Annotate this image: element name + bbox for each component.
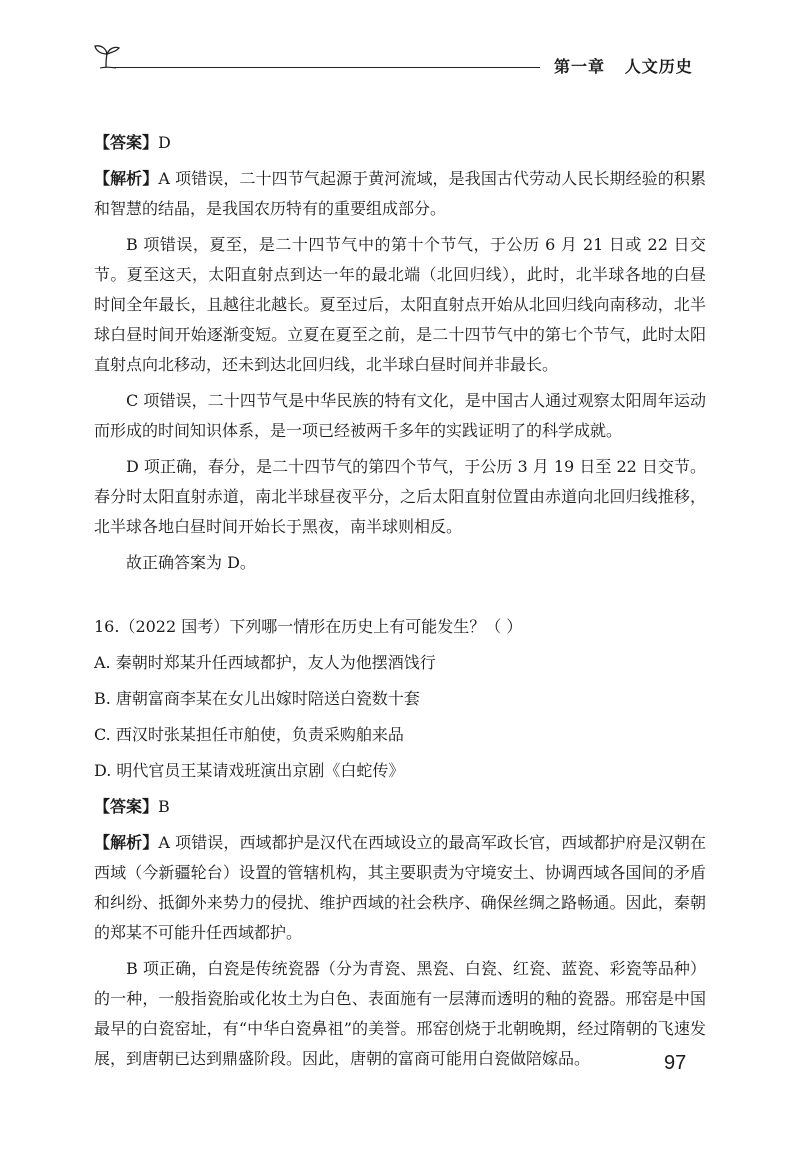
answer-line-2 xyxy=(94,792,706,822)
analysis-d-1: D 项正确，春分，是二十四节气的第四个节气，于公历 3 月 19 日至 22 日交节。春分时太阳直射赤道，南北半球昼夜平分，之后太阳直射位置由赤道向北回归线推移，北半球各地白昼时间开始长于黑夜，南半球则相反。 xyxy=(94,457,706,536)
question-option-b: B. 唐朝富商李某在女儿出嫁时陪送白瓷数十套 xyxy=(94,689,420,708)
running-header xyxy=(92,42,692,82)
answer-tag: 【答案】 xyxy=(94,133,159,152)
page-content xyxy=(94,128,706,1080)
answer-value: B xyxy=(158,797,170,816)
section-gap xyxy=(94,584,706,612)
analysis-tag: 【解析】 xyxy=(94,833,159,852)
analysis-a-1 xyxy=(94,164,706,224)
question-option-a: A. 秦朝时郑某升任西域都护，友人为他摆酒饯行 xyxy=(94,653,436,672)
question-option-c: C. 西汉时张某担任市舶使，负责采购舶来品 xyxy=(94,725,404,744)
conclusion-1: 故正确答案为 D。 xyxy=(126,553,256,572)
answer-tag: 【答案】 xyxy=(94,797,159,816)
analysis-tag: 【解析】 xyxy=(94,169,159,188)
sprout-icon xyxy=(92,42,122,70)
analysis-b-1: B 项错误，夏至，是二十四节气中的第十个节气，于公历 6 月 21 日或 22 日交节。夏至这天，太阳直射点到达一年的最北端（北回归线），此时，北半球各地的白昼时间全年最长，且越往北越长。夏至过后，太阳直射点开始从北回归线向南移动，北半球白昼时间开始逐渐变短。立夏在夏至之前，是二十四节气中的第七个节气，此时太阳直射点向北移动，还未到达北回归线，北半球白昼时间并非最长。 xyxy=(94,235,706,374)
question-stem: 16.（2022 国考）下列哪一情形在历史上有可能发生？（ ） xyxy=(94,617,523,636)
header-rule xyxy=(112,67,540,68)
analysis-a-text: A 项错误，西域都护是汉代在西域设立的最高军政长官，西域都护府是汉朝在西域（今新疆轮台）设置的管辖机构，其主要职责为守境安土、协调西域各国间的矛盾和纠纷、抵御外来势力的侵扰、维护西域的社会秩序、确保丝绸之路畅通。因此，秦朝的郑某不可能升任西域都护。 xyxy=(94,833,706,942)
analysis-a-text: A 项错误，二十四节气起源于黄河流域，是我国古代劳动人民长期经验的积累和智慧的结晶，是我国农历特有的重要组成部分。 xyxy=(94,169,706,218)
page-number: 97 xyxy=(664,1052,687,1074)
answer-value: D xyxy=(158,133,171,152)
answer-line-1 xyxy=(94,128,706,158)
chapter-title: 第一章 人文历史 xyxy=(554,57,693,76)
analysis-b-2: B 项正确，白瓷是传统瓷器（分为青瓷、黑瓷、白瓷、红瓷、蓝瓷、彩瓷等品种）的一种，一般指瓷胎或化妆土为白色、表面施有一层薄而透明的釉的瓷器。邢窑是中国最早的白瓷窑址，有“中华白瓷鼻祖”的美誉。邢窑创烧于北朝晚期，经过隋朝的飞速发展，到唐朝已达到鼎盛阶段。因此，唐朝的富商可能用白瓷做陪嫁品。 xyxy=(94,959,706,1068)
question-option-d: D. 明代官员王某请戏班演出京剧《白蛇传》 xyxy=(94,761,405,780)
analysis-c-1: C 项错误，二十四节气是中华民族的特有文化，是中国古人通过观察太阳周年运动而形成的时间知识体系，是一项已经被两千多年的实践证明了的科学成就。 xyxy=(94,391,706,440)
analysis-a-2 xyxy=(94,828,706,948)
